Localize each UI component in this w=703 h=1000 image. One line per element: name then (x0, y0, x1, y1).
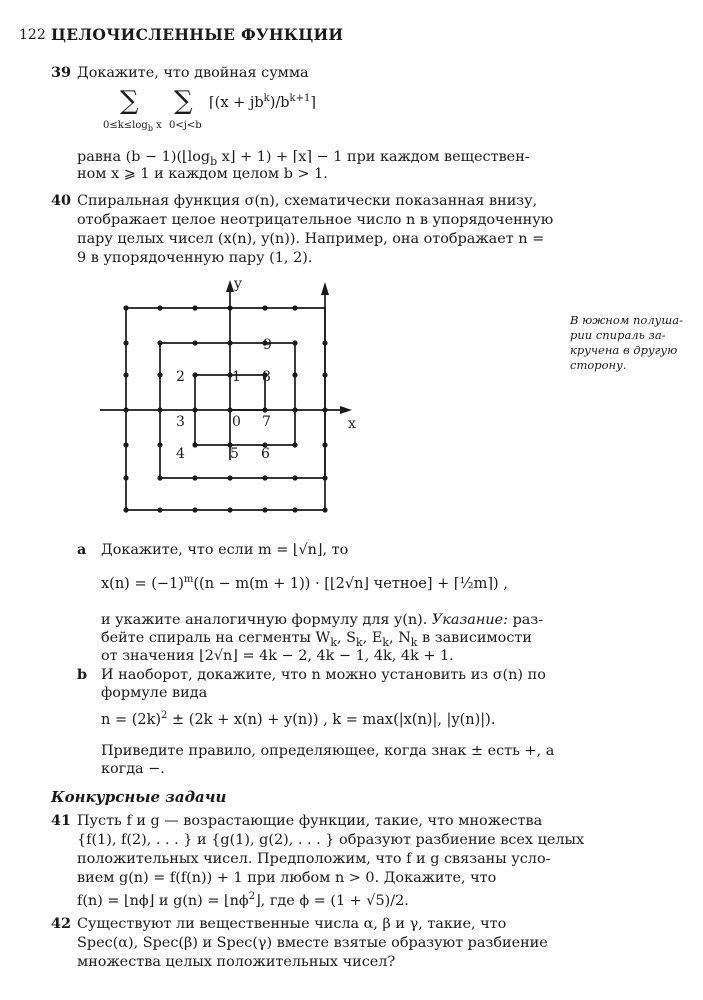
part-b-line4: когда −. (101, 761, 165, 777)
part-a-line4: от значения ⌊2√n⌋ = 4k − 2, 4k − 1, 4k, 4k + 1. (101, 648, 454, 664)
x-axis-label: x (348, 416, 356, 432)
problem-42-line: Spec(α), Spec(β) и Spec(γ) вместе взятые образуют разбиение (77, 935, 548, 951)
sum-sign-1: ∑ (120, 86, 139, 116)
point-label-6: 6 (261, 446, 270, 462)
problem-41-line: f(n) = ⌊nϕ⌋ и $g(n) = ⌊n\phi^2⌋$, где ϕ = (1 + √5)/2. (77, 891, 409, 909)
sum-sign-2: ∑ (174, 86, 193, 116)
problem-42-line: Существуют ли вещественные числа α, β и γ, такие, что (77, 916, 507, 932)
problem-39-line1: равна $(b - 1)(⌊\log_b$ x⌋ + 1) + ⌈x⌉ − 1 при каждом веществен- (77, 149, 530, 168)
part-b-line3: Приведите правило, определяющее, когда знак ± есть +, а (101, 743, 555, 759)
part-a-label: a (77, 541, 87, 558)
part-b-label: b (77, 666, 88, 683)
page-number: 122 (19, 27, 46, 43)
spiral-figure (90, 270, 370, 530)
point-label-8: 8 (262, 369, 271, 385)
sum2-lower-bound: 0<j<b (169, 120, 202, 131)
point-label-1: 1 (232, 369, 241, 385)
problem-40-number: 40 (51, 192, 72, 209)
part-b-line1: И наоборот, докажите, что n можно установить из σ(n) по (101, 667, 546, 683)
point-label-3: 3 (176, 414, 185, 430)
x-axis-arrowhead (340, 406, 352, 414)
point-label-2: 2 (176, 369, 185, 385)
problem-39-number: 39 (51, 64, 72, 81)
part-a-line1: Докажите, что если m = ⌊√n⌋, то (101, 542, 349, 558)
problem-41-line: положительных чисел. Предположим, что f и g связаны усло- (77, 851, 551, 867)
problem-40-line: отображает целое неотрицательное число n в упорядоченную (77, 212, 554, 228)
point-label-9: 9 (263, 337, 272, 353)
part-b-formula: $n = (2k)^2 \pm (2k + x(n) + y(n))$ , k = max(|x(n)|, |y(n)|). (101, 710, 496, 728)
part-a-formula: $x(n) = (-1)^m((n - m(m + 1))$ · [⌊2√n⌋ четное] + ⌈½m⌉) , (101, 574, 508, 592)
running-head: ЦЕЛОЧИСЛЕННЫЕ ФУНКЦИИ (51, 25, 344, 44)
problem-40-line: Спиральная функция σ(n), схематически показанная внизу, (77, 193, 538, 209)
problem-41-line: {f(1), f(2), . . . } и {g(1), g(2), . . . } образуют разбиение всех целых (77, 832, 585, 848)
problem-42-number: 42 (51, 915, 72, 932)
section-heading: Конкурсные задачи (51, 788, 227, 806)
margin-note-line: В южном полуша- (570, 313, 683, 327)
problem-42-line: множества целых положительных чисел? (77, 954, 396, 970)
y-axis-arrowhead (226, 280, 234, 292)
problem-41-line: Пусть f и g — возрастающие функции, такие, что множества (77, 813, 543, 829)
problem-39-line2: ном x ⩾ 1 и каждом целом b > 1. (77, 166, 328, 182)
summand: ⌈(x + $jb^k)/b^{k+1}⌉$ (209, 93, 317, 111)
point-label-0: 0 (232, 414, 241, 430)
point-label-4: 4 (176, 446, 185, 462)
part-b-line2: формуле вида (101, 685, 208, 701)
point-label-7: 7 (262, 414, 271, 430)
sum1-lower-bound: $0\le k\le\log_b$ x (103, 120, 162, 133)
problem-40-line: 9 в упорядоченную пару (1, 2). (77, 250, 313, 266)
y-axis-label: y (234, 276, 242, 292)
margin-note-line: кручена в другую (570, 343, 678, 357)
point-label-5: 5 (230, 446, 239, 462)
part-a-line3: бейте спираль на сегменты $W_k$, $S_k$, $E_k$, $N_k$ в зависимости (101, 630, 532, 649)
part-a-line2: и укажите аналогичную формулу для y(n). Указание: раз- (101, 612, 544, 628)
problem-40-line: пару целых чисел (x(n), y(n)). Например, она отображает n = (77, 231, 545, 247)
problem-39-intro: Докажите, что двойная сумма (77, 65, 309, 81)
margin-note-line: рии спираль за- (570, 328, 666, 342)
problem-41-number: 41 (51, 812, 72, 829)
margin-note-line: сторону. (570, 358, 627, 372)
problem-41-line: вием g(n) = f(f(n)) + 1 при любом n > 0. Докажите, что (77, 870, 497, 886)
lattice-dots (123, 305, 327, 512)
